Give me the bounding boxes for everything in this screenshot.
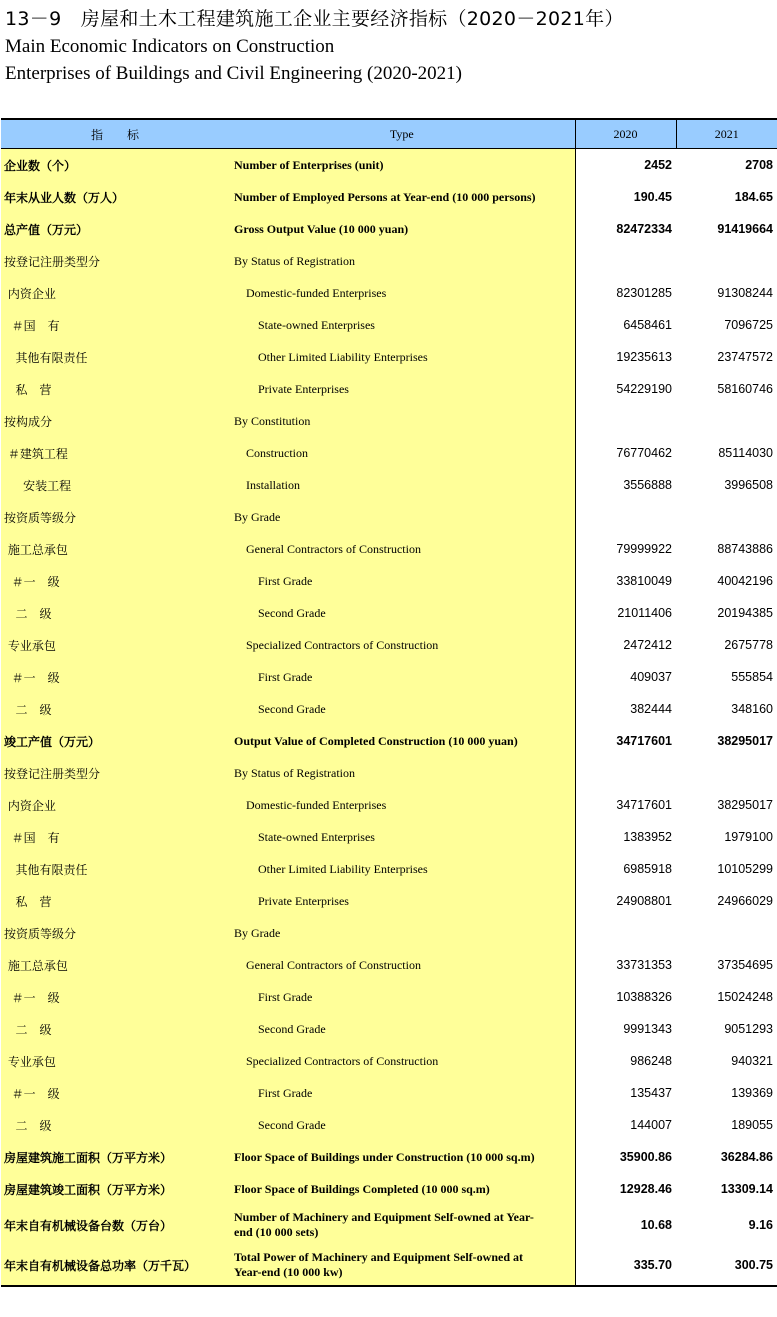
indicator-en: Installation (246, 477, 300, 492)
indicator-cn: 专业承包 (4, 638, 56, 653)
value-2021: 3996508 (676, 469, 777, 501)
table-row (1, 1045, 777, 1077)
indicator-en (229, 1245, 575, 1286)
indicator-cn: ＃一 级 (4, 1086, 60, 1101)
table-row (1, 853, 777, 885)
indicator-en: By Status of Registration (234, 253, 355, 268)
indicator-cn: 二 级 (4, 606, 52, 621)
indicator-en: Second Grade (258, 701, 326, 716)
table-row (1, 1173, 777, 1205)
value-2021: 9.16 (676, 1205, 777, 1245)
value-2021 (676, 405, 777, 437)
indicator-en: State-owned Enterprises (258, 317, 375, 332)
value-2020: 35900.86 (575, 1141, 676, 1173)
indicator-cn: ＃国 有 (4, 830, 60, 845)
indicator-en: Specialized Contractors of Construction (246, 637, 439, 652)
table-row (1, 309, 777, 341)
value-2021: 91419664 (676, 213, 777, 245)
value-2021: 2675778 (676, 629, 777, 661)
indicator-cn: 按资质等级分 (4, 926, 77, 941)
header-2020: 2020 (575, 119, 676, 149)
indicator-cn: 私 营 (4, 382, 52, 397)
indicator-en: Other Limited Liability Enterprises (258, 349, 428, 364)
indicator-cn: 年末自有机械设备总功率（万千瓦） (1, 1245, 229, 1286)
indicator-en: Domestic-funded Enterprises (246, 285, 387, 300)
indicator-en: First Grade (258, 989, 313, 1004)
value-2020: 382444 (575, 693, 676, 725)
indicator-cn: 企业数（个） (4, 158, 77, 173)
indicator-en: Other Limited Liability Enterprises (258, 861, 428, 876)
value-2020: 135437 (575, 1077, 676, 1109)
value-2021: 13309.14 (676, 1173, 777, 1205)
indicator-cn: 二 级 (4, 702, 52, 717)
value-2020 (575, 917, 676, 949)
table-row (1, 917, 777, 949)
indicator-cn: ＃一 级 (4, 990, 60, 1005)
value-2020: 3556888 (575, 469, 676, 501)
indicator-cn: ＃一 级 (4, 670, 60, 685)
value-2020: 190.45 (575, 181, 676, 213)
indicator-cn: ＃一 级 (4, 574, 60, 589)
table-row (1, 1109, 777, 1141)
value-2021 (676, 501, 777, 533)
indicator-en: First Grade (258, 573, 313, 588)
value-2021: 10105299 (676, 853, 777, 885)
indicator-cn: 其他有限责任 (4, 862, 88, 877)
value-2020: 19235613 (575, 341, 676, 373)
indicator-en-text: Total Power of Machinery and Equipment Self-owned at Year-end (10 000 kw) (234, 1250, 524, 1279)
value-2020: 2452 (575, 149, 676, 182)
value-2021: 91308244 (676, 277, 777, 309)
indicator-en: By Grade (234, 925, 281, 940)
value-2021: 20194385 (676, 597, 777, 629)
indicator-en: Construction (246, 445, 308, 460)
indicator-cn: 私 营 (4, 894, 52, 909)
table-row (1, 597, 777, 629)
table-row (1, 245, 777, 277)
value-2021: 555854 (676, 661, 777, 693)
value-2021: 2708 (676, 149, 777, 182)
value-2021: 15024248 (676, 981, 777, 1013)
value-2021: 1979100 (676, 821, 777, 853)
indicator-cn: 按资质等级分 (4, 510, 77, 525)
indicator-cn: 年末自有机械设备台数（万台） (4, 1218, 173, 1233)
value-2020: 12928.46 (575, 1173, 676, 1205)
indicator-cn: ＃建筑工程 (4, 446, 68, 461)
table-row (1, 533, 777, 565)
value-2021: 184.65 (676, 181, 777, 213)
indicator-cn: 内资企业 (4, 286, 56, 301)
indicators-table (1, 118, 777, 1287)
value-2020: 76770462 (575, 437, 676, 469)
value-2020 (575, 405, 676, 437)
indicator-en: First Grade (258, 1085, 313, 1100)
value-2021: 24966029 (676, 885, 777, 917)
indicator-en: Second Grade (258, 1021, 326, 1036)
indicator-en: Second Grade (258, 605, 326, 620)
indicator-en: Number of Employed Persons at Year-end (10 000 persons) (234, 189, 536, 204)
value-2021: 38295017 (676, 725, 777, 757)
table-row (1, 949, 777, 981)
indicator-cn: ＃国 有 (4, 318, 60, 333)
value-2021 (676, 757, 777, 789)
table-row (1, 149, 777, 182)
value-2020: 33810049 (575, 565, 676, 597)
indicator-cn: 施工总承包 (4, 542, 68, 557)
value-2021: 348160 (676, 693, 777, 725)
header-2021: 2021 (676, 119, 777, 149)
table-row (1, 1141, 777, 1173)
value-2020: 54229190 (575, 373, 676, 405)
indicator-cn: 总产值（万元） (4, 222, 89, 237)
value-2020: 409037 (575, 661, 676, 693)
indicator-en: Specialized Contractors of Construction (246, 1053, 439, 1068)
table-row (1, 981, 777, 1013)
value-2021 (676, 245, 777, 277)
indicator-en: Floor Space of Buildings Completed (10 000 sq.m) (234, 1181, 490, 1196)
indicator-en: Floor Space of Buildings under Construction (10 000 sq.m) (234, 1149, 535, 1164)
value-2021: 139369 (676, 1077, 777, 1109)
table-row (1, 1205, 777, 1245)
indicator-en: Output Value of Completed Construction (10 000 yuan) (234, 733, 518, 748)
indicator-cn: 按登记注册类型分 (4, 254, 101, 269)
value-2021: 38295017 (676, 789, 777, 821)
table-row (1, 341, 777, 373)
indicator-en: By Grade (234, 509, 281, 524)
table-row (1, 1245, 777, 1286)
table-row (1, 437, 777, 469)
table-row (1, 469, 777, 501)
indicator-en: General Contractors of Construction (246, 957, 421, 972)
table-header-row (1, 119, 777, 149)
indicator-en: Domestic-funded Enterprises (246, 797, 387, 812)
value-2020: 34717601 (575, 789, 676, 821)
value-2020: 335.70 (575, 1245, 676, 1286)
value-2021: 9051293 (676, 1013, 777, 1045)
value-2020 (575, 501, 676, 533)
value-2021: 88743886 (676, 533, 777, 565)
table-title-english-line2: Enterprises of Buildings and Civil Engineering (2020-2021) (5, 63, 462, 84)
indicator-en: Number of Enterprises (unit) (234, 157, 384, 172)
value-2020: 2472412 (575, 629, 676, 661)
header-type: Type (229, 119, 575, 149)
indicator-en: State-owned Enterprises (258, 829, 375, 844)
table-row (1, 789, 777, 821)
table-row (1, 1013, 777, 1045)
table-row (1, 725, 777, 757)
table-title-english-line1: Main Economic Indicators on Construction (5, 36, 335, 57)
table-row (1, 373, 777, 405)
table-row (1, 757, 777, 789)
table-row (1, 821, 777, 853)
indicator-en: General Contractors of Construction (246, 541, 421, 556)
indicator-cn: 安装工程 (4, 478, 72, 493)
value-2020 (575, 245, 676, 277)
indicator-en: Private Enterprises (258, 381, 349, 396)
indicator-en (229, 1205, 575, 1245)
value-2020: 24908801 (575, 885, 676, 917)
table-row (1, 885, 777, 917)
indicator-en: First Grade (258, 669, 313, 684)
value-2020: 6458461 (575, 309, 676, 341)
value-2021: 36284.86 (676, 1141, 777, 1173)
table-row (1, 181, 777, 213)
value-2020: 82301285 (575, 277, 676, 309)
indicator-cn: 内资企业 (4, 798, 56, 813)
value-2021: 85114030 (676, 437, 777, 469)
value-2020: 33731353 (575, 949, 676, 981)
indicator-en: By Status of Registration (234, 765, 355, 780)
value-2021: 58160746 (676, 373, 777, 405)
indicator-cn: 房屋建筑施工面积（万平方米） (4, 1150, 173, 1165)
value-2021: 40042196 (676, 565, 777, 597)
value-2020: 79999922 (575, 533, 676, 565)
header-indicator: 指 标 (1, 119, 229, 149)
value-2020: 1383952 (575, 821, 676, 853)
indicator-en-text: Number of Machinery and Equipment Self-owned at Year-end (10 000 sets) (234, 1210, 534, 1239)
table-row (1, 693, 777, 725)
indicator-cn: 房屋建筑竣工面积（万平方米） (4, 1182, 173, 1197)
indicator-cn: 竣工产值（万元） (4, 734, 101, 749)
value-2021: 300.75 (676, 1245, 777, 1286)
table-row (1, 213, 777, 245)
value-2021: 189055 (676, 1109, 777, 1141)
indicator-en: Second Grade (258, 1117, 326, 1132)
value-2020: 10388326 (575, 981, 676, 1013)
value-2020: 34717601 (575, 725, 676, 757)
value-2020: 21011406 (575, 597, 676, 629)
indicator-en: Private Enterprises (258, 893, 349, 908)
table-row (1, 629, 777, 661)
value-2020: 10.68 (575, 1205, 676, 1245)
value-2021: 37354695 (676, 949, 777, 981)
table-row (1, 277, 777, 309)
value-2021 (676, 917, 777, 949)
value-2020: 144007 (575, 1109, 676, 1141)
indicator-cn: 按构成分 (4, 414, 53, 429)
indicator-cn: 年末从业人数（万人） (4, 190, 125, 205)
table-row (1, 405, 777, 437)
table-row (1, 661, 777, 693)
value-2020: 82472334 (575, 213, 676, 245)
indicator-cn: 二 级 (4, 1022, 52, 1037)
indicator-cn: 二 级 (4, 1118, 52, 1133)
indicator-en: Gross Output Value (10 000 yuan) (234, 221, 409, 236)
value-2021: 23747572 (676, 341, 777, 373)
value-2020: 9991343 (575, 1013, 676, 1045)
table-row (1, 1077, 777, 1109)
table-title-chinese: 13－9 房屋和土木工程建筑施工企业主要经济指标（2020－2021年） (5, 8, 624, 30)
value-2020: 6985918 (575, 853, 676, 885)
table-row (1, 501, 777, 533)
indicator-cn: 专业承包 (4, 1054, 56, 1069)
table-row (1, 565, 777, 597)
value-2020 (575, 757, 676, 789)
indicator-cn: 其他有限责任 (4, 350, 88, 365)
indicator-cn: 按登记注册类型分 (4, 766, 101, 781)
value-2021: 940321 (676, 1045, 777, 1077)
indicator-cn: 施工总承包 (4, 958, 68, 973)
value-2020: 986248 (575, 1045, 676, 1077)
value-2021: 7096725 (676, 309, 777, 341)
indicator-en: By Constitution (234, 413, 311, 428)
